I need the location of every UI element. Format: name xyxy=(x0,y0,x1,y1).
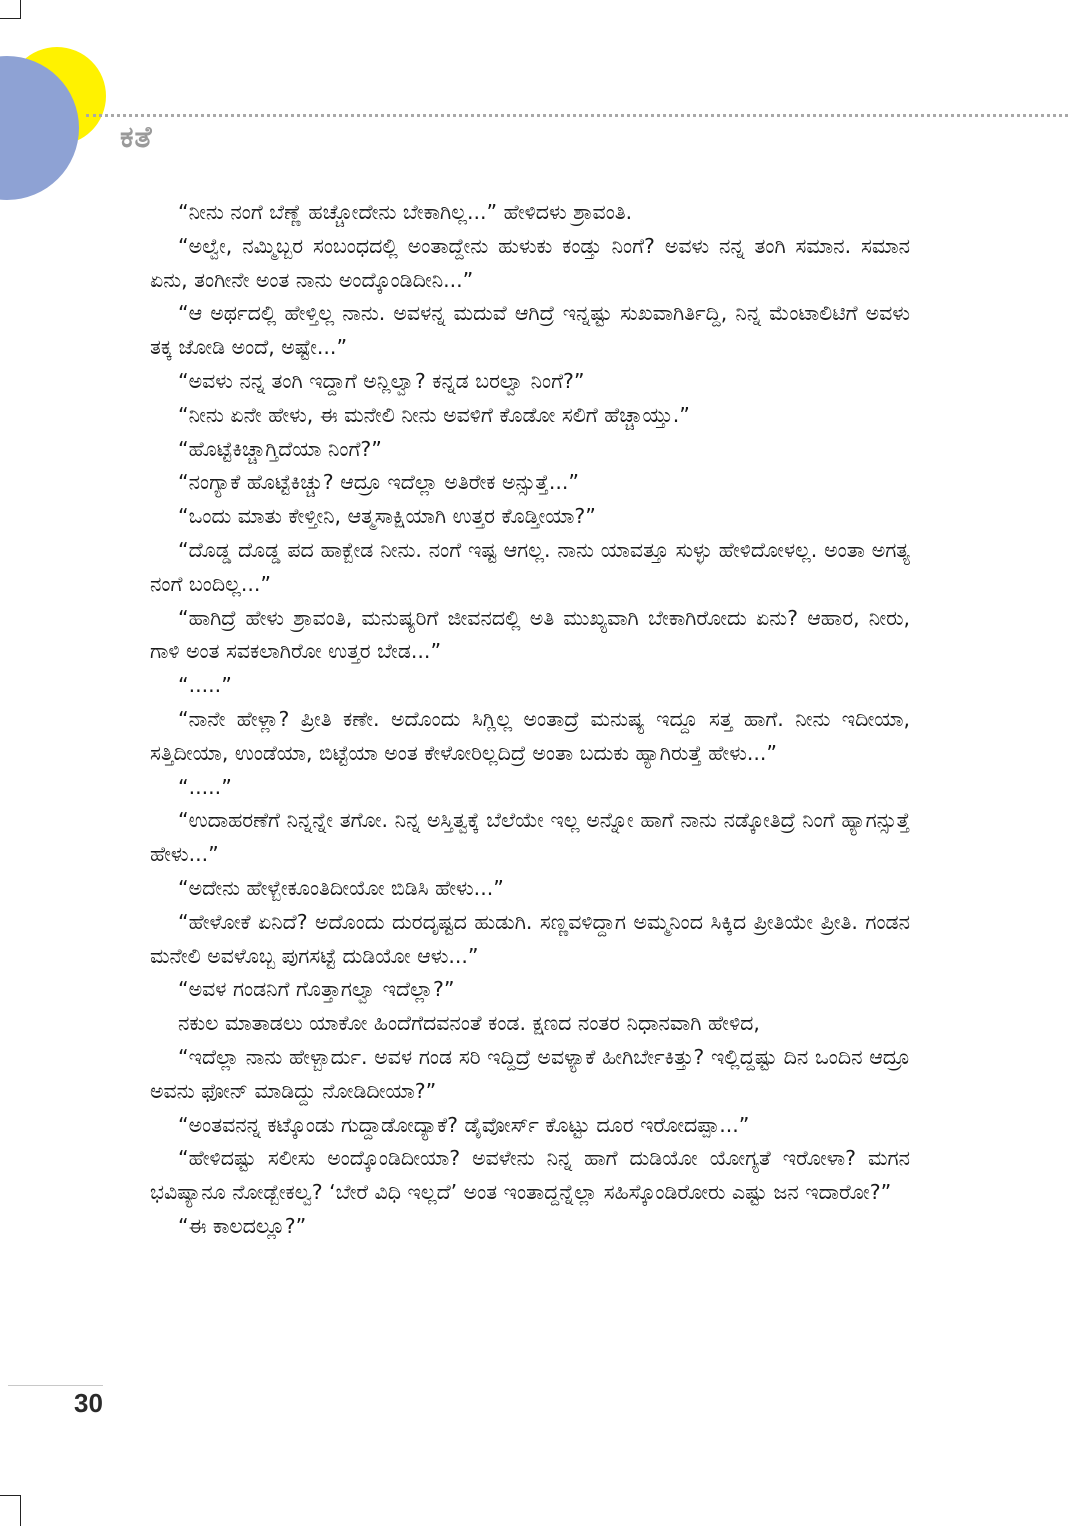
story-paragraph: “.....” xyxy=(178,774,232,799)
story-paragraph: “ಹೇಳೋಕೆ ಏನಿದೆ? ಅದೊಂದು ದುರದೃಷ್ಟದ ಹುಡುಗಿ. ಸಣ್ಣವಳಿದ್ದಾಗ ಅಮ್ಮನಿಂದ ಸಿಕ್ಕಿದ ಪ್ರೀತಿಯೇ ಪ್ರೀತಿ. ಗಂಡನ ಮನೇಲಿ ಅವಳೊಬ್ಬ ಪುಗಸಟ್ಟೆ ದುಡಿಯೋ ಆಳು...” xyxy=(150,909,910,968)
story-paragraph: “ಅವಳ ಗಂಡನಿಗೆ ಗೊತ್ತಾಗಲ್ವಾ ಇದೆಲ್ಲಾ?” xyxy=(178,977,455,1002)
story-paragraph: “ಈ ಕಾಲದಲ್ಲೂ?” xyxy=(178,1213,307,1238)
story-paragraph: “ಒಂದು ಮಾತು ಕೇಳ್ತೀನಿ, ಆತ್ಮಸಾಕ್ಷಿಯಾಗಿ ಉತ್ತರ ಕೊಡ್ತೀಯಾ?” xyxy=(178,504,596,529)
story-paragraph: “ಅಲ್ವೇ, ನಮ್ಮಿಬ್ಬರ ಸಂಬಂಧದಲ್ಲಿ ಅಂತಾದ್ದೇನು ಹುಳುಕು ಕಂಡ್ತು ನಿಂಗೆ? ಅವಳು ನನ್ನ ತಂಗಿ ಸಮಾನ. ಸಮಾನ ಏನು, ತಂಗೀನೇ ಅಂತ ನಾನು ಅಂದ್ಕೊಂಡಿದೀನಿ...” xyxy=(150,233,910,292)
footer-rule xyxy=(8,1385,103,1386)
story-paragraph: “.....” xyxy=(178,673,232,698)
crop-mark-bottom xyxy=(0,1495,21,1526)
story-paragraph: “ನೀನು ಏನೇ ಹೇಳು, ಈ ಮನೇಲಿ ನೀನು ಅವಳಿಗೆ ಕೊಡೋ ಸಲಿಗೆ ಹೆಚ್ಚಾಯ್ತು.” xyxy=(178,402,690,427)
story-paragraph: “ನೀನು ನಂಗೆ ಬೆಣ್ಣೆ ಹಚ್ಚೋದೇನು ಬೇಕಾಗಿಲ್ಲ...” ಹೇಳಿದಳು ಶ್ರಾವಂತಿ. xyxy=(178,200,633,224)
story-body xyxy=(150,196,910,1244)
story-paragraph: “ಹೊಟ್ಟೆಕಿಚ್ಚಾಗ್ತಿದೆಯಾ ನಿಂಗೆ?” xyxy=(178,436,382,461)
story-paragraph: “ದೊಡ್ಡ ದೊಡ್ಡ ಪದ ಹಾಕ್ಬೇಡ ನೀನು. ನಂಗೆ ಇಷ್ಟ ಆಗಲ್ಲ. ನಾನು ಯಾವತ್ತೂ ಸುಳ್ಳು ಹೇಳಿದೋಳಲ್ಲ. ಅಂತಾ ಅಗತ್ಯ ನಂಗೆ ಬಂದಿಲ್ಲ...” xyxy=(150,537,910,596)
header-dotted-rule xyxy=(86,114,1068,117)
story-paragraph: “ಅಂತವನನ್ನ ಕಟ್ಕೊಂಡು ಗುದ್ದಾಡೋದ್ಯಾಕೆ? ಡೈವೋರ್ಸ್ ಕೊಟ್ಟು ದೂರ ಇರೋದಪ್ಪಾ...” xyxy=(178,1112,750,1137)
story-paragraph: “ನಾನೇ ಹೇಳ್ಲಾ? ಪ್ರೀತಿ ಕಣೇ. ಅದೊಂದು ಸಿಗ್ಲಿಲ್ಲ ಅಂತಾದ್ರೆ ಮನುಷ್ಯ ಇದ್ದೂ ಸತ್ತ ಹಾಗೆ. ನೀನು ಇದೀಯಾ, ಸತ್ತಿದೀಯಾ, ಉಂಡೆಯಾ, ಬಿಟ್ಟೆಯಾ ಅಂತ ಕೇಳೋರಿಲ್ಲದಿದ್ರೆ ಅಂತಾ ಬದುಕು ಹ್ಯಾಗಿರುತ್ತೆ ಹೇಳು...” xyxy=(150,706,910,765)
page-number: 30 xyxy=(74,1388,103,1418)
story-paragraph: “ಹೇಳಿದಷ್ಟು ಸಲೀಸು ಅಂದ್ಕೊಂಡಿದೀಯಾ? ಅವಳೇನು ನಿನ್ನ ಹಾಗೆ ದುಡಿಯೋ ಯೋಗ್ಯತೆ ಇರೋಳಾ? ಮಗನ ಭವಿಷ್ಯಾನೂ ನೋಡ್ಬೇಕಲ್ವ? ‘ಬೇರೆ ವಿಧಿ ಇಲ್ಲದೆ’ ಅಂತ ಇಂತಾದ್ದನ್ನೆಲ್ಲಾ ಸಹಿಸ್ಕೊಂಡಿರೋರು ಎಷ್ಟು ಜನ ಇದಾರೋ?” xyxy=(150,1146,910,1205)
story-paragraph: “ಅವಳು ನನ್ನ ತಂಗಿ ಇದ್ದಾಗೆ ಅನ್ಲಿಲ್ವಾ? ಕನ್ನಡ ಬರಲ್ವಾ ನಿಂಗೆ?” xyxy=(178,368,585,393)
story-paragraph: “ಹಾಗಿದ್ರೆ ಹೇಳು ಶ್ರಾವಂತಿ, ಮನುಷ್ಯರಿಗೆ ಜೀವನದಲ್ಲಿ ಅತಿ ಮುಖ್ಯವಾಗಿ ಬೇಕಾಗಿರೋದು ಏನು? ಆಹಾರ, ನೀರು, ಗಾಳಿ ಅಂತ ಸವಕಲಾಗಿರೋ ಉತ್ತರ ಬೇಡ...” xyxy=(150,605,910,664)
story-paragraph: “ಅದೇನು ಹೇಳ್ಬೇಕೂಂತಿದೀಯೋ ಬಿಡಿಸಿ ಹೇಳು...” xyxy=(178,875,504,900)
story-paragraph: ನಕುಲ ಮಾತಾಡಲು ಯಾಕೋ ಹಿಂದೆಗೆದವನಂತೆ ಕಂಡ. ಕ್ಷಣದ ನಂತರ ನಿಧಾನವಾಗಿ ಹೇಳಿದ, xyxy=(178,1011,760,1036)
story-paragraph: “ನಂಗ್ಯಾಕೆ ಹೊಟ್ಟೆಕಿಚ್ಚು? ಆದ್ರೂ ಇದೆಲ್ಲಾ ಅತಿರೇಕ ಅನ್ಸುತ್ತೆ...” xyxy=(178,470,579,495)
story-paragraph: “ಇದೆಲ್ಲಾ ನಾನು ಹೇಳ್ಬಾರ್ದು. ಅವಳ ಗಂಡ ಸರಿ ಇದ್ದಿದ್ರೆ ಅವಳ್ಯಾಕೆ ಹೀಗಿರ್ಬೇಕಿತ್ತು? ಇಲ್ಲಿದ್ದಷ್ಟು ದಿನ ಒಂದಿನ ಆದ್ರೂ ಅವನು ಫೋನ್ ಮಾಡಿದ್ದು ನೋಡಿದೀಯಾ?” xyxy=(150,1044,910,1103)
story-paragraph: “ಉದಾಹರಣೆಗೆ ನಿನ್ನನ್ನೇ ತಗೋ. ನಿನ್ನ ಅಸ್ತಿತ್ವಕ್ಕೆ ಬೆಲೆಯೇ ಇಲ್ಲ ಅನ್ನೋ ಹಾಗೆ ನಾನು ನಡ್ಕೋತಿದ್ರೆ ನಿಂಗೆ ಹ್ಯಾಗನ್ಸುತ್ತೆ ಹೇಳು...” xyxy=(150,808,910,867)
story-paragraph: “ಆ ಅರ್ಥದಲ್ಲಿ ಹೇಳ್ತಿಲ್ಲ ನಾನು. ಅವಳನ್ನ ಮದುವೆ ಆಗಿದ್ರೆ ಇನ್ನಷ್ಟು ಸುಖವಾಗಿರ್ತಿದ್ದಿ, ನಿನ್ನ ಮೆಂಟಾಲಿಟಿಗೆ ಅವಳು ತಕ್ಕ ಜೋಡಿ ಅಂದೆ, ಅಷ್ಟೇ...” xyxy=(150,301,910,360)
crop-mark-top xyxy=(0,0,21,19)
section-label: ಕತೆ xyxy=(120,120,153,155)
